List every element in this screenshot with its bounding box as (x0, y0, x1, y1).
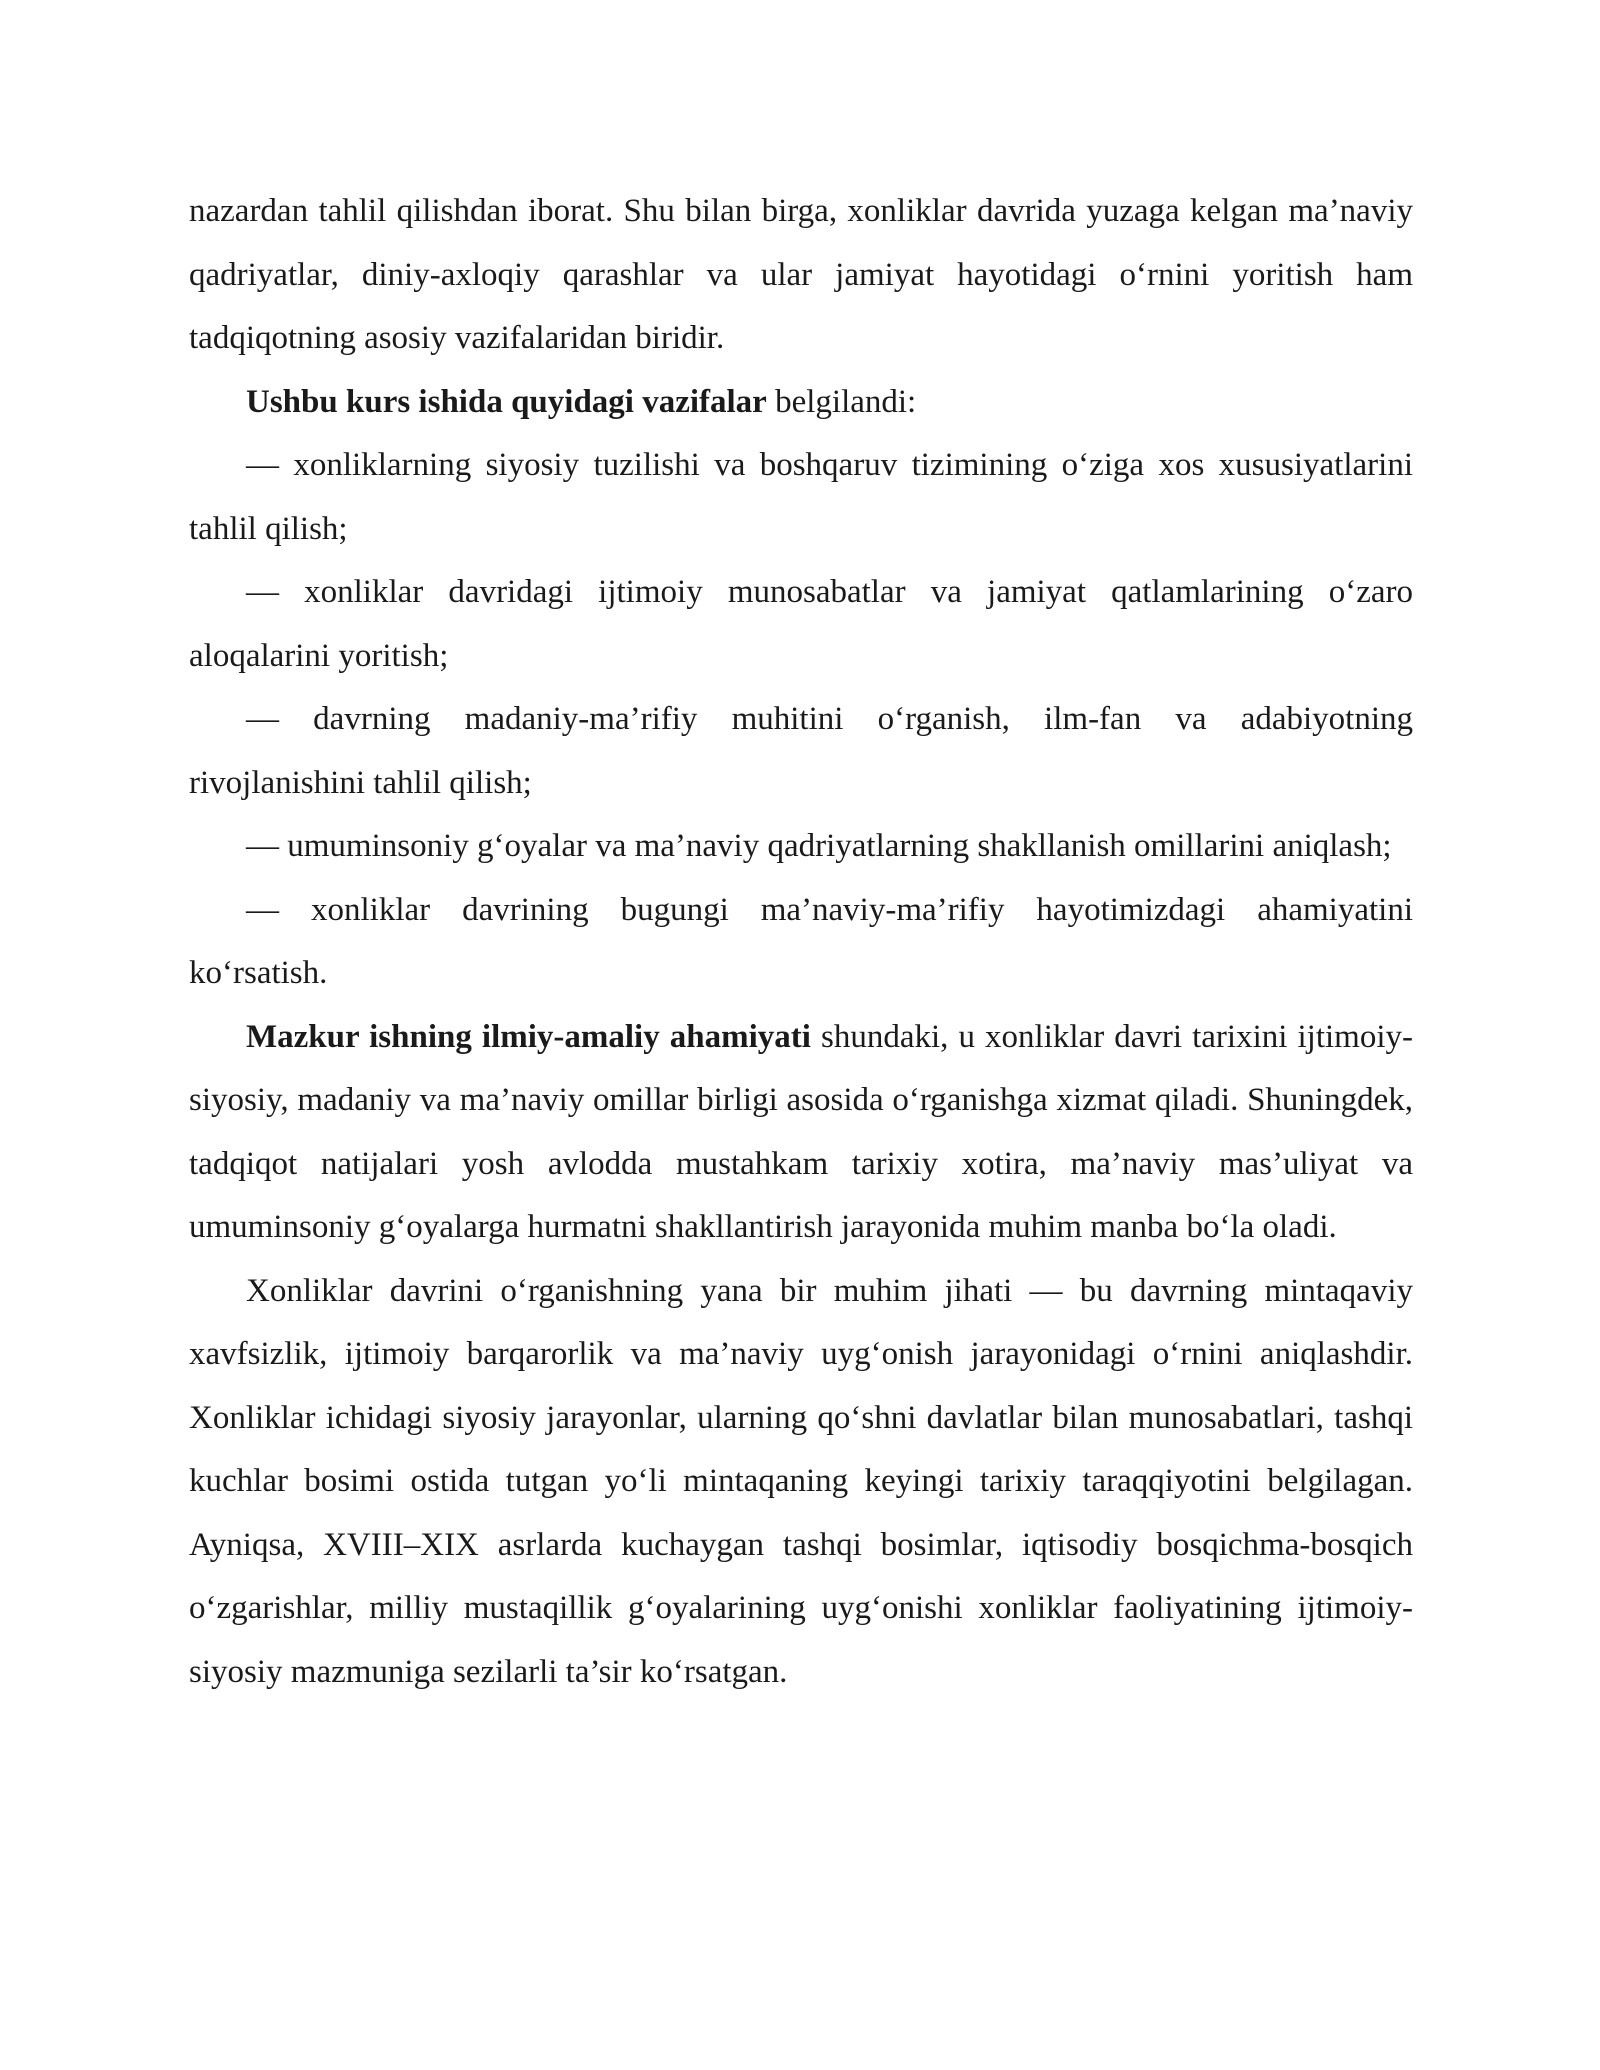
task-item: — umuminsoniy g‘oyalar va ma’naviy qadriyatlarning shakllanish omillarini aniqlash; (246, 828, 1392, 864)
paragraph-significance (189, 1006, 1413, 1260)
paragraph-tasks-heading (189, 371, 1413, 435)
paragraph-regional-role: Xonliklar davrini o‘rganishning yana bir muhim jihati — bu davrning mintaqaviy xavfsizlik, ijtimoiy barqarorlik va ma’naviy uyg‘onish jarayonidagi o‘rnini aniqlashdir. Xonliklar ichidagi siyosiy jarayonlar, ularning qo‘shni davlatlar bilan munosabatlari, tashqi kuchlar bosimi ostida tutgan yo‘li mintaqaning keyingi tarixiy taraqqiyotini belgilagan. Ayniqsa, XVIII–XIX asrlarda kuchaygan tashqi bosimlar, iqtisodiy bosqichma-bosqich o‘zgarishlar, milliy mustaqillik g‘oyalarining uyg‘onishi xonliklar faoliyatining ijtimoiy-siyosiy mazmuniga sezilarli ta’sir ko‘rsatgan. (189, 1272, 1413, 1690)
significance-heading-bold: Mazkur ishning ilmiy-amaliy ahamiyati (246, 1018, 811, 1055)
task-item: — davrning madaniy-ma’rifiy muhitini o‘rganish, ilm-fan va adabiyotning rivojlanishini tahlil qilish; (189, 701, 1413, 801)
tasks-heading-rest: belgilandi: (766, 383, 917, 420)
document-page (189, 180, 1413, 1704)
task-item: — xonliklar davrining bugungi ma’naviy-ma’rifiy hayotimizdagi ahamiyatini ko‘rsatish. (189, 891, 1413, 991)
significance-text: shundaki, u xonliklar davri tarixini ijtimoiy-siyosiy, madaniy va ma’naviy omillar birligi asosida o‘rganishga xizmat qiladi. Shuningdek, tadqiqot natijalari yosh avlodda mustahkam tarixiy xotira, ma’naviy mas’uliyat va umuminsoniy g‘oyalarga hurmatni shakllantirish jarayonida muhim manba bo‘la oladi. (189, 1018, 1413, 1245)
task-item: — xonliklar davridagi ijtimoiy munosabatlar va jamiyat qatlamlarining o‘zaro aloqalarini yoritish; (189, 574, 1413, 674)
tasks-heading-bold: Ushbu kurs ishida quyidagi vazifalar (246, 383, 767, 420)
task-item: — xonliklarning siyosiy tuzilishi va boshqaruv tizimining o‘ziga xos xususiyatlarini tahlil qilish; (189, 447, 1413, 547)
paragraph-intro-continuation: nazardan tahlil qilishdan iborat. Shu bilan birga, xonliklar davrida yuzaga kelgan ma’naviy qadriyatlar, diniy-axloqiy qarashlar va ular jamiyat hayotidagi o‘rnini yoritish ham tadqiqotning asosiy vazifalaridan biridir. (189, 193, 1413, 356)
